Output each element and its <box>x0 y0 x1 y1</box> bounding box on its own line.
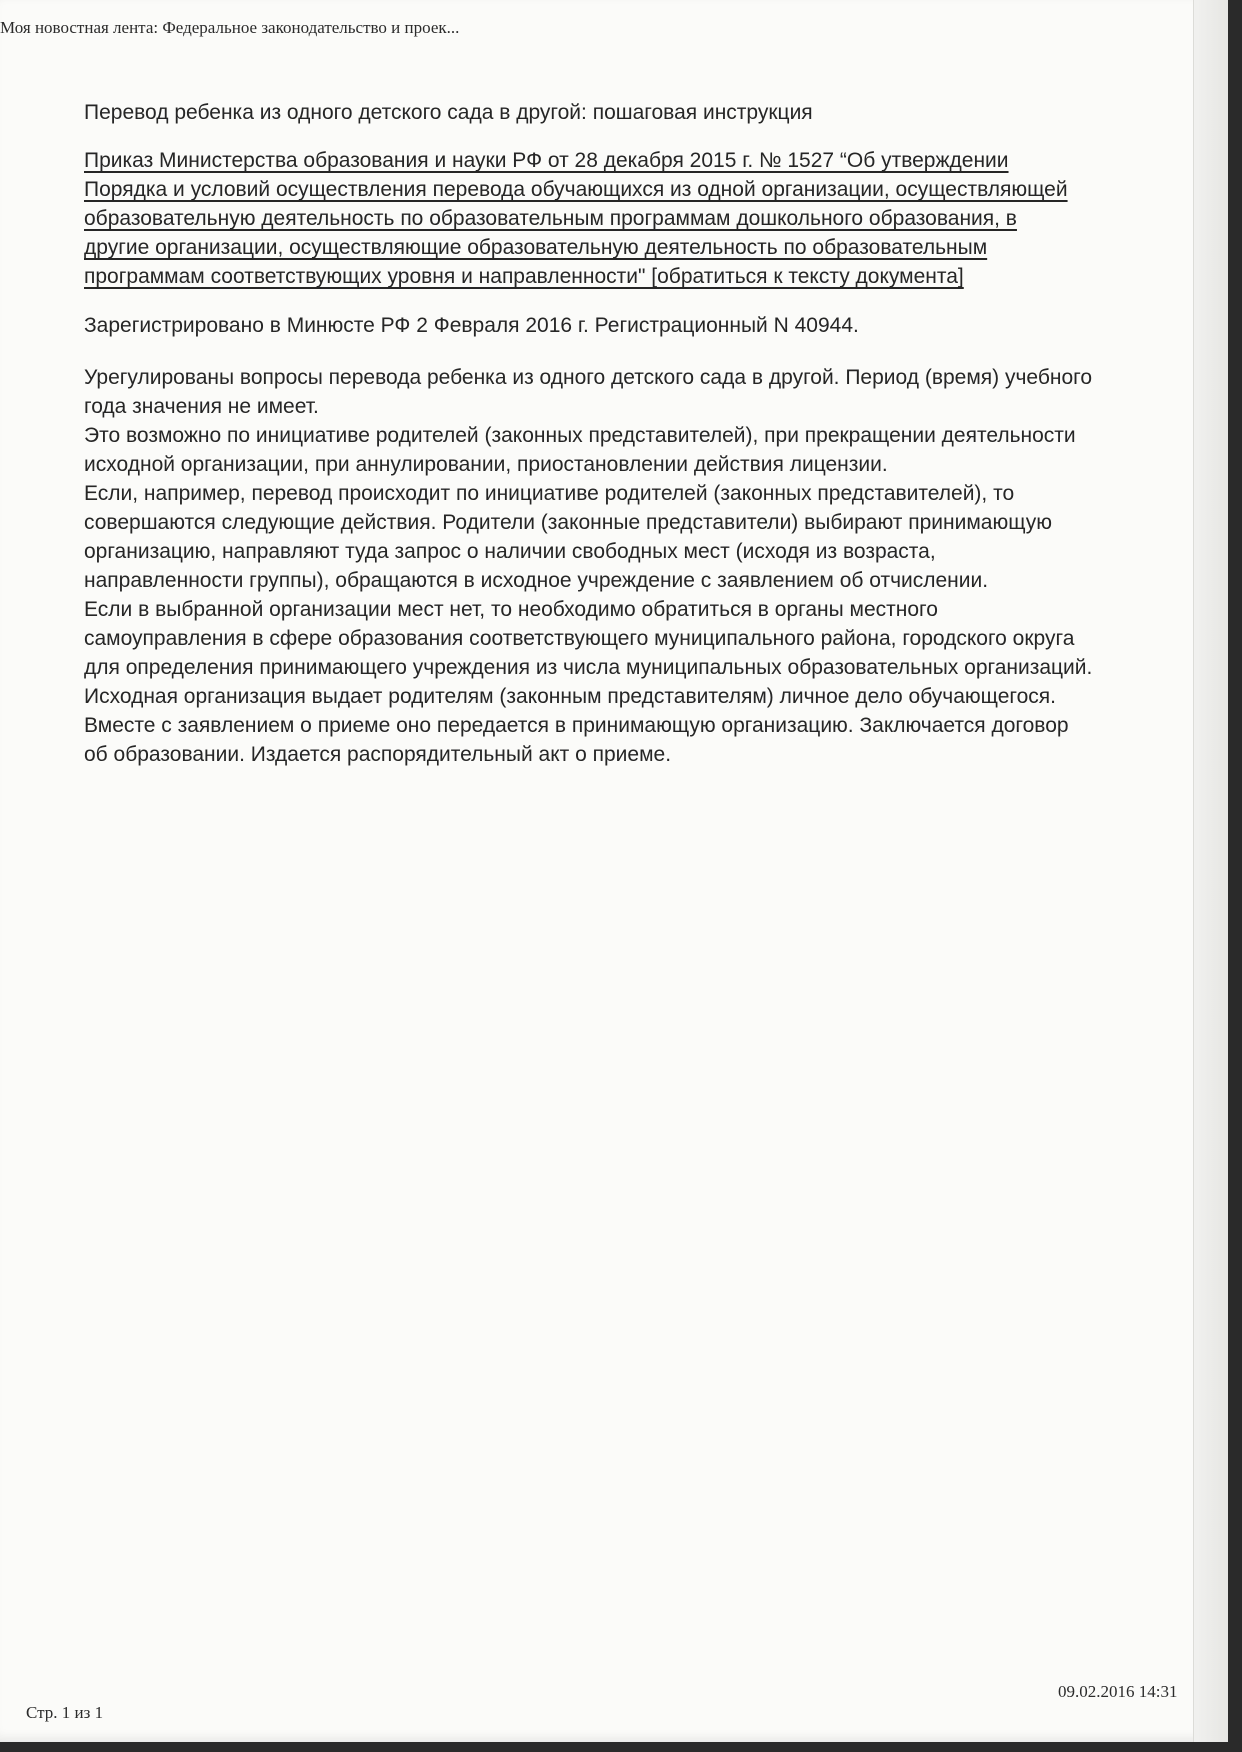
article-title: Перевод ребенка из одного детского сада в другой: пошаговая инструкция <box>84 101 813 124</box>
registration-note: Зарегистрировано в Минюсте РФ 2 Февраля 2016 г. Регистрационный N 40944. <box>84 314 859 337</box>
order-reference-link[interactable]: Приказ Министерства образования и науки РФ от 28 декабря 2015 г. № 1527 “Об утверждении Порядка и условий осуществления перевода обучающихся из одной организации, осуществляющей образовательную деятельность по образовательным программам дошкольного образования, в другие организации, осуществляющие образовательную деятельность по образовательным программам соответствующих уровня и направленности" [обратиться к тексту документа] <box>84 149 1068 288</box>
paragraph: Это возможно по инициативе родителей (законных представителей), при прекращении деятельности исходной организации, при аннулировании, приостановлении действия лицензии. <box>84 424 1076 476</box>
feed-title: Моя новостная лента: Федеральное законодательство и проек... <box>0 18 460 37</box>
page-counter: Стр. 1 из 1 <box>26 1703 104 1722</box>
scan-edge <box>1193 0 1228 1742</box>
paragraph: Если в выбранной организации мест нет, то необходимо обратиться в органы местного самоуправления в сфере образования соответствующего муниципального района, городского округа для определения принимающего учреждения из числа муниципальных образовательных организаций. <box>84 598 1093 679</box>
paragraph: Исходная организация выдает родителям (законным представителям) личное дело обучающегося. Вместе с заявлением о приеме оно передается в принимающую организацию. Заключается договор об образовании. Издается распорядительный акт о приеме. <box>84 685 1069 766</box>
paragraph: Урегулированы вопросы перевода ребенка из одного детского сада в другой. Период (время) учебного года значения не имеет. <box>84 366 1093 418</box>
paragraph: Если, например, перевод происходит по инициативе родителей (законных представителей), то совершаются следующие действия. Родители (законные представители) выбирают принимающую организацию, направляют туда запрос о наличии свободных мест (исходя из возраста, направленности группы), обращаются в исходное учреждение с заявлением об отчислении. <box>84 482 1052 592</box>
print-timestamp: 09.02.2016 14:31 <box>1058 1682 1178 1701</box>
article <box>84 98 1094 769</box>
